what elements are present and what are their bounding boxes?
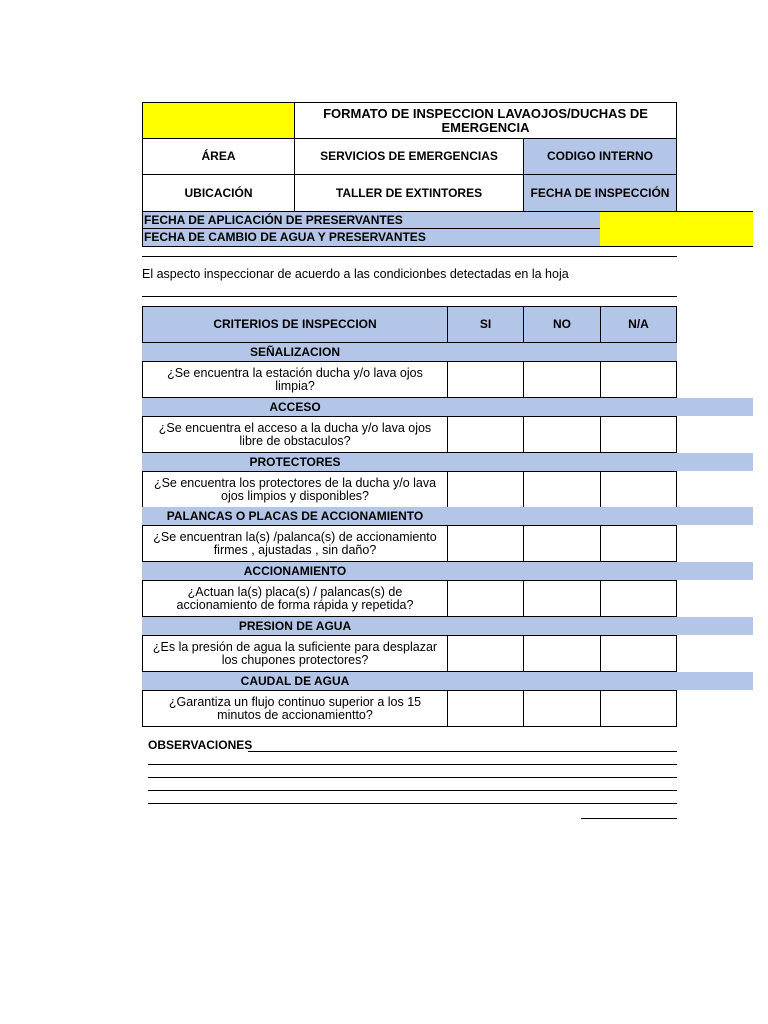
ubicacion-value: TALLER DE EXTINTORES (294, 174, 524, 212)
observaciones-label (148, 738, 252, 752)
fecha-cambio-value[interactable] (600, 228, 753, 247)
observaciones-line[interactable] (148, 803, 677, 804)
section-header (142, 672, 753, 690)
column-header-criterios: CRITERIOS DE INSPECCION (142, 306, 448, 343)
answer-no-cell[interactable] (523, 690, 601, 727)
answer-si-cell[interactable] (447, 471, 524, 508)
section-title: PALANCAS O PLACAS DE ACCIONAMIENTO (166, 509, 424, 523)
criterion-question: ¿Se encuentran la(s) /palanca(s) de accionamiento firmes , ajustadas , sin daño? (142, 525, 448, 562)
fecha-aplicacion-label: FECHA DE APLICACIÓN DE PRESERVANTES (142, 211, 601, 229)
section-title: CAUDAL DE AGUA (240, 674, 350, 688)
section-title: SEÑALIZACION (250, 345, 340, 359)
fecha-inspeccion-label: FECHA DE INSPECCIÓN (523, 174, 677, 212)
area-label: ÁREA (142, 138, 295, 175)
area-value: SERVICIOS DE EMERGENCIAS (294, 138, 524, 175)
answer-na-cell[interactable] (600, 580, 677, 617)
divider (142, 256, 677, 257)
answer-na-cell[interactable] (600, 416, 677, 453)
section-header (142, 453, 753, 471)
answer-si-cell[interactable] (447, 416, 524, 453)
ubicacion-label: UBICACIÓN (142, 174, 295, 212)
form-title: FORMATO DE INSPECCION LAVAOJOS/DUCHAS DE EMERGENCIA (294, 102, 677, 139)
divider (142, 296, 677, 297)
fecha-cambio-label: FECHA DE CAMBIO DE AGUA Y PRESERVANTES (142, 228, 601, 247)
column-header-na: N/A (600, 306, 677, 343)
observaciones-line[interactable] (581, 818, 677, 819)
criterion-question: ¿Se encuentra el acceso a la ducha y/o lava ojos libre de obstaculos? (142, 416, 448, 453)
criterion-question: ¿Es la presión de agua la suficiente para desplazar los chupones protectores? (142, 635, 448, 672)
answer-na-cell[interactable] (600, 471, 677, 508)
answer-si-cell[interactable] (447, 580, 524, 617)
answer-no-cell[interactable] (523, 635, 601, 672)
answer-no-cell[interactable] (523, 471, 601, 508)
section-header (142, 398, 753, 416)
observaciones-text: OBSERVACIONES (148, 738, 253, 752)
answer-na-cell[interactable] (600, 690, 677, 727)
answer-si-cell[interactable] (447, 635, 524, 672)
answer-si-cell[interactable] (447, 525, 524, 562)
answer-no-cell[interactable] (523, 580, 601, 617)
answer-na-cell[interactable] (600, 635, 677, 672)
section-title: ACCESO (269, 400, 321, 414)
fecha-aplicacion-value[interactable] (600, 211, 753, 229)
column-header-no: NO (523, 306, 601, 343)
criterion-question: ¿Se encuentra los protectores de la ducha y/o lava ojos limpios y disponibles? (142, 471, 448, 508)
section-title: PROTECTORES (249, 455, 341, 469)
answer-na-cell[interactable] (600, 525, 677, 562)
answer-no-cell[interactable] (523, 525, 601, 562)
answer-si-cell[interactable] (447, 361, 524, 398)
criterion-question: ¿Actuan la(s) placa(s) / palancas(s) de accionamiento de forma rápida y repetida? (142, 580, 448, 617)
criterion-question: ¿Garantiza un flujo continuo superior a los 15 minutos de accionamientto? (142, 690, 448, 727)
observaciones-line[interactable] (148, 790, 677, 791)
section-header (142, 343, 677, 361)
observaciones-line[interactable] (248, 751, 677, 752)
logo-cell (142, 102, 295, 139)
answer-si-cell[interactable] (447, 690, 524, 727)
section-header (142, 617, 753, 635)
observaciones-line[interactable] (148, 764, 677, 765)
answer-no-cell[interactable] (523, 416, 601, 453)
instructions-text: El aspecto inspeccionar de acuerdo a las condicionbes detectadas en la hoja (142, 267, 569, 281)
section-title: ACCIONAMIENTO (243, 564, 347, 578)
observaciones-line[interactable] (148, 777, 677, 778)
column-header-si: SI (447, 306, 524, 343)
answer-no-cell[interactable] (523, 361, 601, 398)
section-header (142, 562, 753, 580)
codigo-interno-label: CODIGO INTERNO (523, 138, 677, 175)
criterion-question: ¿Se encuentra la estación ducha y/o lava ojos limpia? (142, 361, 448, 398)
section-title: PRESION DE AGUA (238, 619, 352, 633)
section-header (142, 507, 753, 525)
answer-na-cell[interactable] (600, 361, 677, 398)
